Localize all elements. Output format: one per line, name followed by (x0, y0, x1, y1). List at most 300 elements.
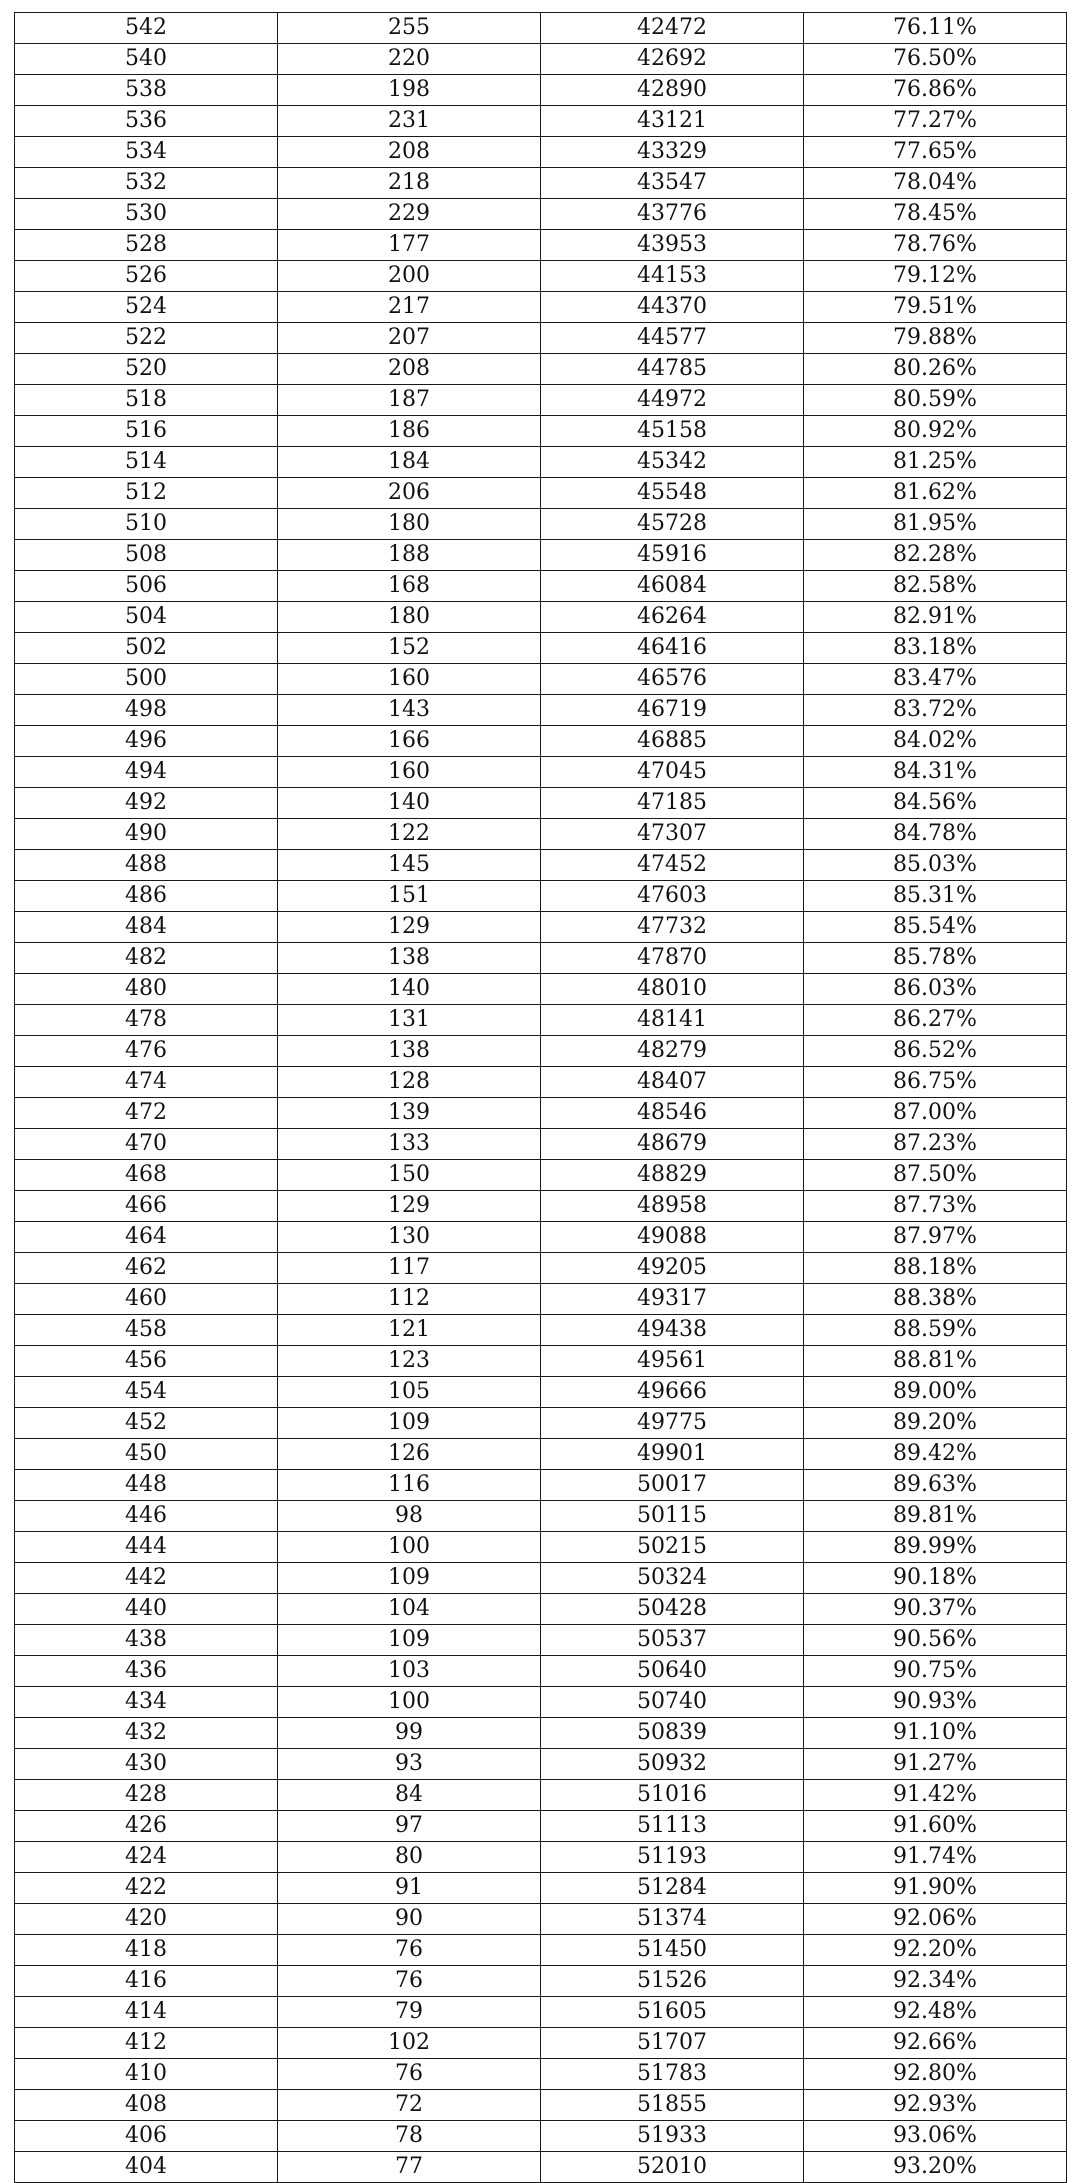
cumulative-percent-cell: 92.80% (804, 2059, 1067, 2090)
score-cell: 470 (15, 1129, 278, 1160)
table-row (15, 633, 1067, 664)
table-row (15, 1191, 1067, 1222)
table-row (15, 199, 1067, 230)
score-cell: 420 (15, 1904, 278, 1935)
count-cell: 98 (278, 1501, 541, 1532)
cumulative-count-cell: 49561 (541, 1346, 804, 1377)
score-cell: 452 (15, 1408, 278, 1439)
cumulative-percent-cell: 89.81% (804, 1501, 1067, 1532)
cumulative-percent-cell: 84.02% (804, 726, 1067, 757)
cumulative-percent-cell: 90.37% (804, 1594, 1067, 1625)
score-cell: 424 (15, 1842, 278, 1873)
cumulative-count-cell: 44577 (541, 323, 804, 354)
table-row (15, 2152, 1067, 2183)
cumulative-percent-cell: 85.54% (804, 912, 1067, 943)
cumulative-count-cell: 49666 (541, 1377, 804, 1408)
score-cell: 482 (15, 943, 278, 974)
table-row (15, 1842, 1067, 1873)
cumulative-count-cell: 46264 (541, 602, 804, 633)
cumulative-count-cell: 48679 (541, 1129, 804, 1160)
cumulative-percent-cell: 89.42% (804, 1439, 1067, 1470)
cumulative-count-cell: 46719 (541, 695, 804, 726)
cumulative-count-cell: 51783 (541, 2059, 804, 2090)
cumulative-count-cell: 50017 (541, 1470, 804, 1501)
count-cell: 77 (278, 2152, 541, 2183)
count-cell: 79 (278, 1997, 541, 2028)
score-distribution-table (14, 12, 1067, 2183)
table-row (15, 1997, 1067, 2028)
score-cell: 522 (15, 323, 278, 354)
count-cell: 122 (278, 819, 541, 850)
cumulative-percent-cell: 86.52% (804, 1036, 1067, 1067)
count-cell: 128 (278, 1067, 541, 1098)
cumulative-percent-cell: 79.12% (804, 261, 1067, 292)
table-row (15, 385, 1067, 416)
cumulative-percent-cell: 92.06% (804, 1904, 1067, 1935)
cumulative-percent-cell: 85.03% (804, 850, 1067, 881)
cumulative-count-cell: 45158 (541, 416, 804, 447)
cumulative-count-cell: 50428 (541, 1594, 804, 1625)
table-row (15, 1160, 1067, 1191)
score-cell: 510 (15, 509, 278, 540)
cumulative-count-cell: 51855 (541, 2090, 804, 2121)
score-cell: 406 (15, 2121, 278, 2152)
cumulative-percent-cell: 89.00% (804, 1377, 1067, 1408)
cumulative-percent-cell: 76.86% (804, 75, 1067, 106)
cumulative-percent-cell: 77.65% (804, 137, 1067, 168)
score-cell: 524 (15, 292, 278, 323)
cumulative-percent-cell: 81.95% (804, 509, 1067, 540)
cumulative-count-cell: 50324 (541, 1563, 804, 1594)
score-cell: 416 (15, 1966, 278, 1997)
table-row (15, 44, 1067, 75)
cumulative-percent-cell: 82.91% (804, 602, 1067, 633)
count-cell: 198 (278, 75, 541, 106)
cumulative-count-cell: 47870 (541, 943, 804, 974)
table-row (15, 1935, 1067, 1966)
cumulative-percent-cell: 91.42% (804, 1780, 1067, 1811)
table-row (15, 292, 1067, 323)
count-cell: 84 (278, 1780, 541, 1811)
cumulative-count-cell: 42472 (541, 13, 804, 44)
cumulative-count-cell: 42890 (541, 75, 804, 106)
cumulative-count-cell: 49205 (541, 1253, 804, 1284)
cumulative-count-cell: 48407 (541, 1067, 804, 1098)
cumulative-percent-cell: 84.56% (804, 788, 1067, 819)
cumulative-percent-cell: 78.76% (804, 230, 1067, 261)
cumulative-percent-cell: 91.74% (804, 1842, 1067, 1873)
count-cell: 166 (278, 726, 541, 757)
cumulative-count-cell: 48546 (541, 1098, 804, 1129)
score-cell: 518 (15, 385, 278, 416)
table-row (15, 1005, 1067, 1036)
score-cell: 502 (15, 633, 278, 664)
score-cell: 538 (15, 75, 278, 106)
cumulative-count-cell: 50640 (541, 1656, 804, 1687)
cumulative-percent-cell: 80.26% (804, 354, 1067, 385)
cumulative-percent-cell: 92.66% (804, 2028, 1067, 2059)
score-cell: 440 (15, 1594, 278, 1625)
cumulative-percent-cell: 87.97% (804, 1222, 1067, 1253)
cumulative-count-cell: 48279 (541, 1036, 804, 1067)
table-row (15, 664, 1067, 695)
cumulative-count-cell: 43953 (541, 230, 804, 261)
score-cell: 498 (15, 695, 278, 726)
score-cell: 512 (15, 478, 278, 509)
table-body (15, 13, 1067, 2183)
cumulative-count-cell: 42692 (541, 44, 804, 75)
table-row (15, 788, 1067, 819)
cumulative-count-cell: 44785 (541, 354, 804, 385)
cumulative-count-cell: 50115 (541, 1501, 804, 1532)
count-cell: 100 (278, 1687, 541, 1718)
count-cell: 116 (278, 1470, 541, 1501)
score-cell: 454 (15, 1377, 278, 1408)
table-row (15, 1966, 1067, 1997)
score-cell: 536 (15, 106, 278, 137)
cumulative-percent-cell: 88.81% (804, 1346, 1067, 1377)
cumulative-count-cell: 51933 (541, 2121, 804, 2152)
cumulative-percent-cell: 83.18% (804, 633, 1067, 664)
cumulative-count-cell: 46885 (541, 726, 804, 757)
count-cell: 150 (278, 1160, 541, 1191)
table-row (15, 1377, 1067, 1408)
count-cell: 109 (278, 1625, 541, 1656)
cumulative-count-cell: 51284 (541, 1873, 804, 1904)
cumulative-percent-cell: 87.50% (804, 1160, 1067, 1191)
table-row (15, 1098, 1067, 1129)
cumulative-count-cell: 43121 (541, 106, 804, 137)
score-cell: 480 (15, 974, 278, 1005)
count-cell: 129 (278, 912, 541, 943)
count-cell: 160 (278, 757, 541, 788)
score-cell: 504 (15, 602, 278, 633)
table-row (15, 1439, 1067, 1470)
cumulative-count-cell: 50537 (541, 1625, 804, 1656)
score-cell: 404 (15, 2152, 278, 2183)
table-row (15, 1470, 1067, 1501)
table-row (15, 2121, 1067, 2152)
table-row (15, 1346, 1067, 1377)
cumulative-count-cell: 52010 (541, 2152, 804, 2183)
cumulative-count-cell: 47307 (541, 819, 804, 850)
score-cell: 456 (15, 1346, 278, 1377)
cumulative-count-cell: 51193 (541, 1842, 804, 1873)
cumulative-count-cell: 49901 (541, 1439, 804, 1470)
count-cell: 152 (278, 633, 541, 664)
count-cell: 139 (278, 1098, 541, 1129)
score-cell: 418 (15, 1935, 278, 1966)
table-row (15, 1749, 1067, 1780)
count-cell: 186 (278, 416, 541, 447)
cumulative-percent-cell: 84.78% (804, 819, 1067, 850)
score-cell: 474 (15, 1067, 278, 1098)
cumulative-percent-cell: 89.63% (804, 1470, 1067, 1501)
table-row (15, 974, 1067, 1005)
count-cell: 105 (278, 1377, 541, 1408)
score-cell: 412 (15, 2028, 278, 2059)
count-cell: 218 (278, 168, 541, 199)
table-row (15, 416, 1067, 447)
cumulative-count-cell: 51605 (541, 1997, 804, 2028)
cumulative-count-cell: 45916 (541, 540, 804, 571)
score-cell: 434 (15, 1687, 278, 1718)
score-cell: 444 (15, 1532, 278, 1563)
score-cell: 484 (15, 912, 278, 943)
table-row (15, 168, 1067, 199)
cumulative-count-cell: 51526 (541, 1966, 804, 1997)
count-cell: 217 (278, 292, 541, 323)
table-row (15, 1501, 1067, 1532)
count-cell: 112 (278, 1284, 541, 1315)
table-row (15, 509, 1067, 540)
cumulative-percent-cell: 87.23% (804, 1129, 1067, 1160)
cumulative-count-cell: 51450 (541, 1935, 804, 1966)
cumulative-percent-cell: 80.59% (804, 385, 1067, 416)
score-cell: 460 (15, 1284, 278, 1315)
table-row (15, 261, 1067, 292)
score-cell: 530 (15, 199, 278, 230)
cumulative-percent-cell: 81.62% (804, 478, 1067, 509)
score-cell: 496 (15, 726, 278, 757)
count-cell: 123 (278, 1346, 541, 1377)
cumulative-count-cell: 46084 (541, 571, 804, 602)
table-row (15, 137, 1067, 168)
count-cell: 99 (278, 1718, 541, 1749)
score-cell: 516 (15, 416, 278, 447)
score-cell: 528 (15, 230, 278, 261)
cumulative-percent-cell: 85.31% (804, 881, 1067, 912)
table-row (15, 1625, 1067, 1656)
table-row (15, 1656, 1067, 1687)
cumulative-count-cell: 51016 (541, 1780, 804, 1811)
count-cell: 140 (278, 974, 541, 1005)
count-cell: 143 (278, 695, 541, 726)
score-cell: 426 (15, 1811, 278, 1842)
table-row (15, 1873, 1067, 1904)
score-cell: 438 (15, 1625, 278, 1656)
count-cell: 187 (278, 385, 541, 416)
count-cell: 133 (278, 1129, 541, 1160)
table-row (15, 1253, 1067, 1284)
table-row (15, 2028, 1067, 2059)
table-row (15, 726, 1067, 757)
count-cell: 138 (278, 1036, 541, 1067)
cumulative-count-cell: 50839 (541, 1718, 804, 1749)
cumulative-count-cell: 48141 (541, 1005, 804, 1036)
table-row (15, 1222, 1067, 1253)
cumulative-percent-cell: 89.20% (804, 1408, 1067, 1439)
table-row (15, 1315, 1067, 1346)
table-row (15, 2090, 1067, 2121)
count-cell: 206 (278, 478, 541, 509)
cumulative-percent-cell: 82.28% (804, 540, 1067, 571)
cumulative-count-cell: 47603 (541, 881, 804, 912)
cumulative-count-cell: 49438 (541, 1315, 804, 1346)
cumulative-count-cell: 43776 (541, 199, 804, 230)
count-cell: 131 (278, 1005, 541, 1036)
score-cell: 492 (15, 788, 278, 819)
count-cell: 76 (278, 1935, 541, 1966)
table-row (15, 1594, 1067, 1625)
cumulative-percent-cell: 91.60% (804, 1811, 1067, 1842)
cumulative-percent-cell: 90.75% (804, 1656, 1067, 1687)
cumulative-count-cell: 46576 (541, 664, 804, 695)
score-cell: 506 (15, 571, 278, 602)
count-cell: 151 (278, 881, 541, 912)
score-cell: 490 (15, 819, 278, 850)
cumulative-count-cell: 47185 (541, 788, 804, 819)
count-cell: 207 (278, 323, 541, 354)
score-cell: 422 (15, 1873, 278, 1904)
table-row (15, 75, 1067, 106)
score-cell: 458 (15, 1315, 278, 1346)
cumulative-count-cell: 49088 (541, 1222, 804, 1253)
table-row (15, 1284, 1067, 1315)
cumulative-percent-cell: 88.38% (804, 1284, 1067, 1315)
count-cell: 76 (278, 1966, 541, 1997)
cumulative-count-cell: 43329 (541, 137, 804, 168)
cumulative-percent-cell: 88.59% (804, 1315, 1067, 1346)
score-cell: 526 (15, 261, 278, 292)
table-row (15, 881, 1067, 912)
cumulative-percent-cell: 81.25% (804, 447, 1067, 478)
score-cell: 532 (15, 168, 278, 199)
table-row (15, 1811, 1067, 1842)
table-row (15, 912, 1067, 943)
cumulative-percent-cell: 92.20% (804, 1935, 1067, 1966)
count-cell: 180 (278, 602, 541, 633)
cumulative-count-cell: 45728 (541, 509, 804, 540)
count-cell: 72 (278, 2090, 541, 2121)
count-cell: 117 (278, 1253, 541, 1284)
cumulative-count-cell: 51374 (541, 1904, 804, 1935)
score-cell: 540 (15, 44, 278, 75)
score-cell: 436 (15, 1656, 278, 1687)
table-row (15, 354, 1067, 385)
cumulative-percent-cell: 90.56% (804, 1625, 1067, 1656)
count-cell: 140 (278, 788, 541, 819)
cumulative-count-cell: 45342 (541, 447, 804, 478)
table-row (15, 571, 1067, 602)
count-cell: 76 (278, 2059, 541, 2090)
count-cell: 168 (278, 571, 541, 602)
cumulative-percent-cell: 86.03% (804, 974, 1067, 1005)
table-row (15, 1687, 1067, 1718)
table-row (15, 323, 1067, 354)
table-row (15, 2059, 1067, 2090)
score-cell: 442 (15, 1563, 278, 1594)
cumulative-percent-cell: 88.18% (804, 1253, 1067, 1284)
count-cell: 184 (278, 447, 541, 478)
cumulative-count-cell: 48829 (541, 1160, 804, 1191)
cumulative-percent-cell: 91.27% (804, 1749, 1067, 1780)
score-cell: 472 (15, 1098, 278, 1129)
score-cell: 448 (15, 1470, 278, 1501)
score-cell: 494 (15, 757, 278, 788)
score-cell: 520 (15, 354, 278, 385)
table-row (15, 1036, 1067, 1067)
cumulative-count-cell: 44370 (541, 292, 804, 323)
count-cell: 109 (278, 1563, 541, 1594)
score-cell: 486 (15, 881, 278, 912)
score-cell: 476 (15, 1036, 278, 1067)
score-cell: 446 (15, 1501, 278, 1532)
count-cell: 93 (278, 1749, 541, 1780)
count-cell: 90 (278, 1904, 541, 1935)
cumulative-count-cell: 48010 (541, 974, 804, 1005)
cumulative-percent-cell: 93.06% (804, 2121, 1067, 2152)
cumulative-count-cell: 51707 (541, 2028, 804, 2059)
cumulative-percent-cell: 90.18% (804, 1563, 1067, 1594)
cumulative-count-cell: 46416 (541, 633, 804, 664)
cumulative-percent-cell: 80.92% (804, 416, 1067, 447)
cumulative-percent-cell: 79.51% (804, 292, 1067, 323)
cumulative-percent-cell: 76.11% (804, 13, 1067, 44)
count-cell: 145 (278, 850, 541, 881)
cumulative-percent-cell: 90.93% (804, 1687, 1067, 1718)
table-row (15, 1129, 1067, 1160)
table-row (15, 1904, 1067, 1935)
score-cell: 534 (15, 137, 278, 168)
score-cell: 410 (15, 2059, 278, 2090)
cumulative-percent-cell: 86.27% (804, 1005, 1067, 1036)
cumulative-percent-cell: 79.88% (804, 323, 1067, 354)
score-cell: 462 (15, 1253, 278, 1284)
count-cell: 208 (278, 137, 541, 168)
table-row (15, 1532, 1067, 1563)
table-row (15, 819, 1067, 850)
count-cell: 80 (278, 1842, 541, 1873)
cumulative-percent-cell: 83.72% (804, 695, 1067, 726)
cumulative-count-cell: 50215 (541, 1532, 804, 1563)
cumulative-percent-cell: 77.27% (804, 106, 1067, 137)
score-cell: 500 (15, 664, 278, 695)
score-cell: 464 (15, 1222, 278, 1253)
score-cell: 466 (15, 1191, 278, 1222)
cumulative-percent-cell: 87.73% (804, 1191, 1067, 1222)
count-cell: 208 (278, 354, 541, 385)
count-cell: 97 (278, 1811, 541, 1842)
table-row (15, 1563, 1067, 1594)
table-row (15, 1718, 1067, 1749)
cumulative-percent-cell: 78.45% (804, 199, 1067, 230)
cumulative-count-cell: 43547 (541, 168, 804, 199)
count-cell: 138 (278, 943, 541, 974)
score-cell: 468 (15, 1160, 278, 1191)
cumulative-count-cell: 48958 (541, 1191, 804, 1222)
cumulative-count-cell: 47045 (541, 757, 804, 788)
cumulative-count-cell: 50740 (541, 1687, 804, 1718)
count-cell: 103 (278, 1656, 541, 1687)
cumulative-percent-cell: 93.20% (804, 2152, 1067, 2183)
cumulative-count-cell: 45548 (541, 478, 804, 509)
cumulative-count-cell: 49775 (541, 1408, 804, 1439)
cumulative-percent-cell: 92.48% (804, 1997, 1067, 2028)
score-cell: 488 (15, 850, 278, 881)
count-cell: 129 (278, 1191, 541, 1222)
score-cell: 478 (15, 1005, 278, 1036)
count-cell: 188 (278, 540, 541, 571)
score-cell: 408 (15, 2090, 278, 2121)
score-cell: 514 (15, 447, 278, 478)
table-row (15, 1067, 1067, 1098)
count-cell: 78 (278, 2121, 541, 2152)
cumulative-percent-cell: 91.90% (804, 1873, 1067, 1904)
count-cell: 177 (278, 230, 541, 261)
count-cell: 104 (278, 1594, 541, 1625)
score-cell: 414 (15, 1997, 278, 2028)
